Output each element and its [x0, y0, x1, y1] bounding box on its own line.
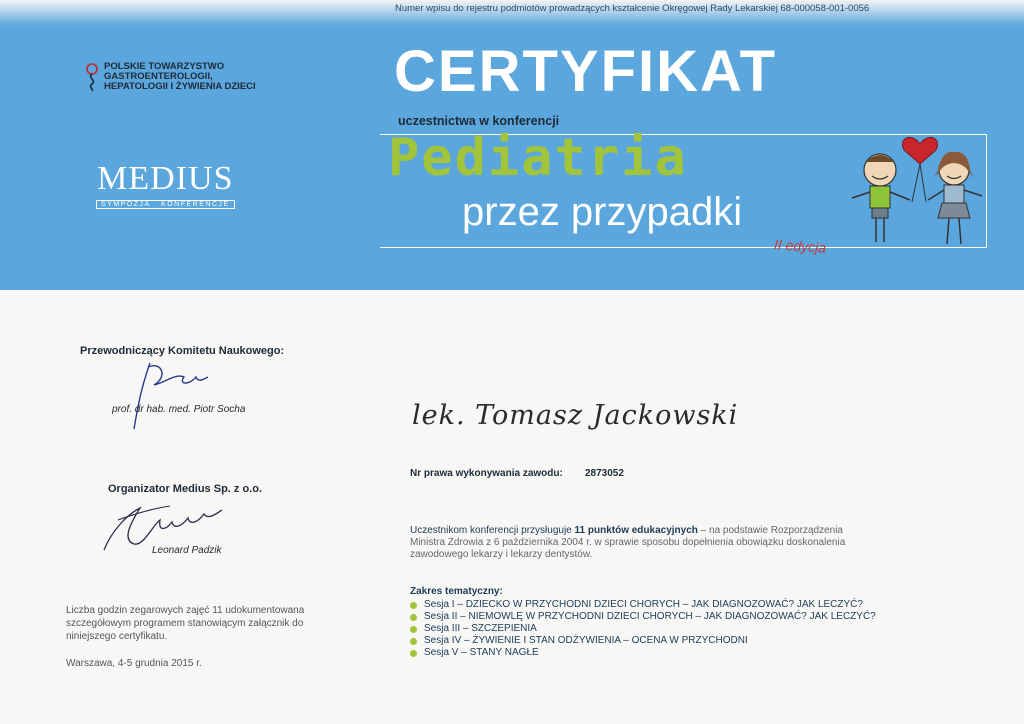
- organizer-label: Organizator Medius Sp. z o.o.: [108, 483, 263, 495]
- registry-note: Numer wpisu do rejestru podmiotów prowadzących kształcenie Okręgowej Rady Lekarskiej 68-000058-001-0056: [395, 3, 870, 14]
- bullet-icon: [410, 650, 417, 657]
- conference-title: Pediatria: [388, 128, 688, 188]
- bullet-icon: [410, 614, 417, 621]
- list-item: Sesja V – STANY NAGŁE: [410, 647, 876, 659]
- list-item: Sesja III – SZCZEPIENIA: [410, 623, 876, 635]
- chair-name: prof. dr hab. med. Piotr Socha: [112, 404, 246, 415]
- recipient-name: lek. Tomasz Jackowski: [412, 400, 739, 431]
- medius-subtitle: SYMPOZJA · KONFERENCJE: [96, 200, 235, 209]
- edition-label: II edycja: [773, 236, 827, 256]
- list-item: Sesja I – DZIECKO W PRZYCHODNI DZIECI CHORYCH – JAK DIAGNOZOWAĆ? JAK LECZYĆ?: [410, 599, 876, 611]
- bullet-icon: [410, 626, 417, 633]
- certificate-title: CERTYFIKAT: [394, 39, 778, 104]
- medius-logo: [96, 160, 235, 209]
- certificate-subtitle: uczestnictwa w konferencji: [398, 114, 560, 128]
- bullet-icon: [410, 638, 417, 645]
- points-note: [410, 525, 880, 561]
- boy-figure: [852, 154, 910, 242]
- chair-signature: [128, 355, 218, 435]
- list-item: Sesja II – NIEMOWLĘ W PRZYCHODNI DZIECI CHORYCH – JAK DIAGNOZOWAĆ? JAK LECZYĆ?: [410, 611, 876, 623]
- points-suffix: – na podstawie Rozporządzenia Ministra Zdrowia z 6 października 2004 r. w sprawie sposobu dopełnienia obowiązku doskonalenia zawodowego lekarzy i lekarzy dentystów.: [410, 525, 846, 560]
- place-date: Warszawa, 4-5 grudnia 2015 r.: [66, 658, 202, 669]
- license-label: Nr prawa wykonywania zawodu:: [410, 468, 563, 479]
- conference-subtitle: przez przypadki: [462, 190, 743, 234]
- topics-heading: Zakres tematyczny:: [410, 586, 503, 597]
- organizer-name: Leonard Padzik: [152, 545, 222, 556]
- heart-balloon-icon: [903, 137, 938, 164]
- list-item: Sesja IV – ŻYWIENIE I STAN ODŻYWIENIA – OCENA W PRZYCHODNI: [410, 635, 876, 647]
- bullet-icon: [410, 602, 417, 609]
- points-prefix: Uczestnikom konferencji przysługuje: [410, 525, 575, 536]
- girl-figure: [928, 152, 982, 244]
- topics-list: [410, 599, 876, 659]
- medius-name: MEDIUS: [97, 160, 234, 197]
- license-number: 2873052: [585, 468, 624, 479]
- society-emblem-icon: [84, 62, 100, 92]
- children-with-heart-illustration: [842, 122, 992, 252]
- chair-label: Przewodniczący Komitetu Naukowego:: [80, 345, 285, 357]
- society-logo: [84, 62, 256, 92]
- hours-note: Liczba godzin zegarowych zajęć 11 udokumentowana szczegółowym programem stanowiącym załącznik do niniejszego certyfikatu.: [66, 605, 305, 642]
- points-count: 11 punktów edukacyjnych: [574, 525, 698, 536]
- society-name: POLSKIE TOWARZYSTWO GASTROENTEROLOGII, HEPATOLOGII I ŻYWIENIA DZIECI: [104, 61, 256, 92]
